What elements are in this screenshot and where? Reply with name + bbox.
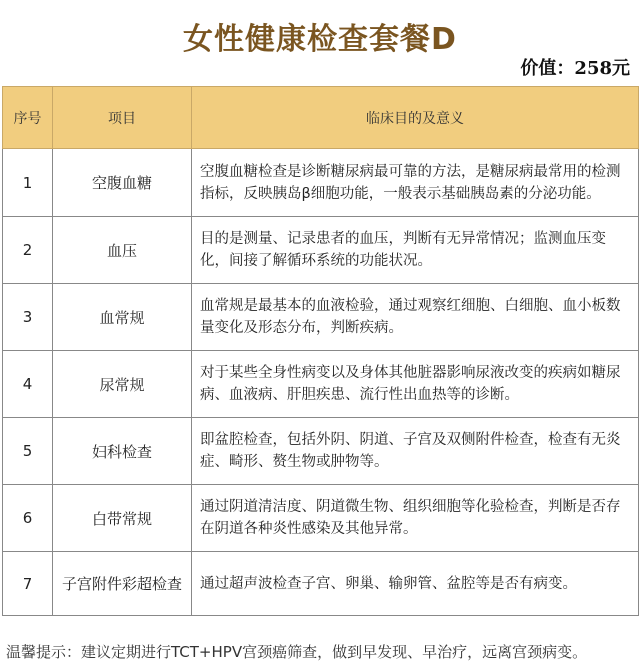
checkup-table xyxy=(2,86,639,616)
row-meaning: 目的是测量、记录患者的血压，判断有无异常情况；监测血压变化，间接了解循环系统的功能状况。 xyxy=(192,217,639,284)
row-index: 5 xyxy=(3,418,53,485)
row-index: 3 xyxy=(3,284,53,351)
table-row xyxy=(3,217,639,284)
row-item: 血常规 xyxy=(53,284,192,351)
row-index: 6 xyxy=(3,485,53,552)
table-row xyxy=(3,552,639,616)
row-item: 尿常规 xyxy=(53,351,192,418)
table-row xyxy=(3,418,639,485)
row-item: 白带常规 xyxy=(53,485,192,552)
header-index: 序号 xyxy=(3,87,53,149)
table-header-row xyxy=(3,87,639,149)
row-item: 子宫附件彩超检查 xyxy=(53,552,192,616)
row-item: 妇科检查 xyxy=(53,418,192,485)
price-label: 价值：258元 xyxy=(520,58,630,79)
page-title: 女性健康检查套餐D xyxy=(183,22,457,57)
table-row xyxy=(3,149,639,217)
header-meaning: 临床目的及意义 xyxy=(192,87,639,149)
row-item: 空腹血糖 xyxy=(53,149,192,217)
row-meaning: 通过阴道清洁度、阴道微生物、组织细胞等化验检查，判断是否存在阴道各种炎性感染及其他异常。 xyxy=(192,485,639,552)
row-index: 4 xyxy=(3,351,53,418)
row-item: 血压 xyxy=(53,217,192,284)
row-meaning: 通过超声波检查子宫、卵巢、输卵管、盆腔等是否有病变。 xyxy=(192,552,639,616)
row-meaning: 空腹血糖检查是诊断糖尿病最可靠的方法，是糖尿病最常用的检测指标，反映胰岛β细胞功能，一般表示基础胰岛素的分泌功能。 xyxy=(192,149,639,217)
row-meaning: 即盆腔检查，包括外阴、阴道、子宫及双侧附件检查，检查有无炎症、畸形、赘生物或肿物等。 xyxy=(192,418,639,485)
table-row xyxy=(3,485,639,552)
table-row xyxy=(3,284,639,351)
footer-note: 温馨提示：建议定期进行TCT+HPV宫颈癌筛查，做到早发现、早治疗，远离宫颈病变。 xyxy=(6,643,588,661)
row-index: 1 xyxy=(3,149,53,217)
row-index: 7 xyxy=(3,552,53,616)
header-item: 项目 xyxy=(53,87,192,149)
row-meaning: 对于某些全身性病变以及身体其他脏器影响尿液改变的疾病如糖尿病、血液病、肝胆疾患、流行性出血热等的诊断。 xyxy=(192,351,639,418)
row-index: 2 xyxy=(3,217,53,284)
row-meaning: 血常规是最基本的血液检验，通过观察红细胞、白细胞、血小板数量变化及形态分布，判断疾病。 xyxy=(192,284,639,351)
table-row xyxy=(3,351,639,418)
